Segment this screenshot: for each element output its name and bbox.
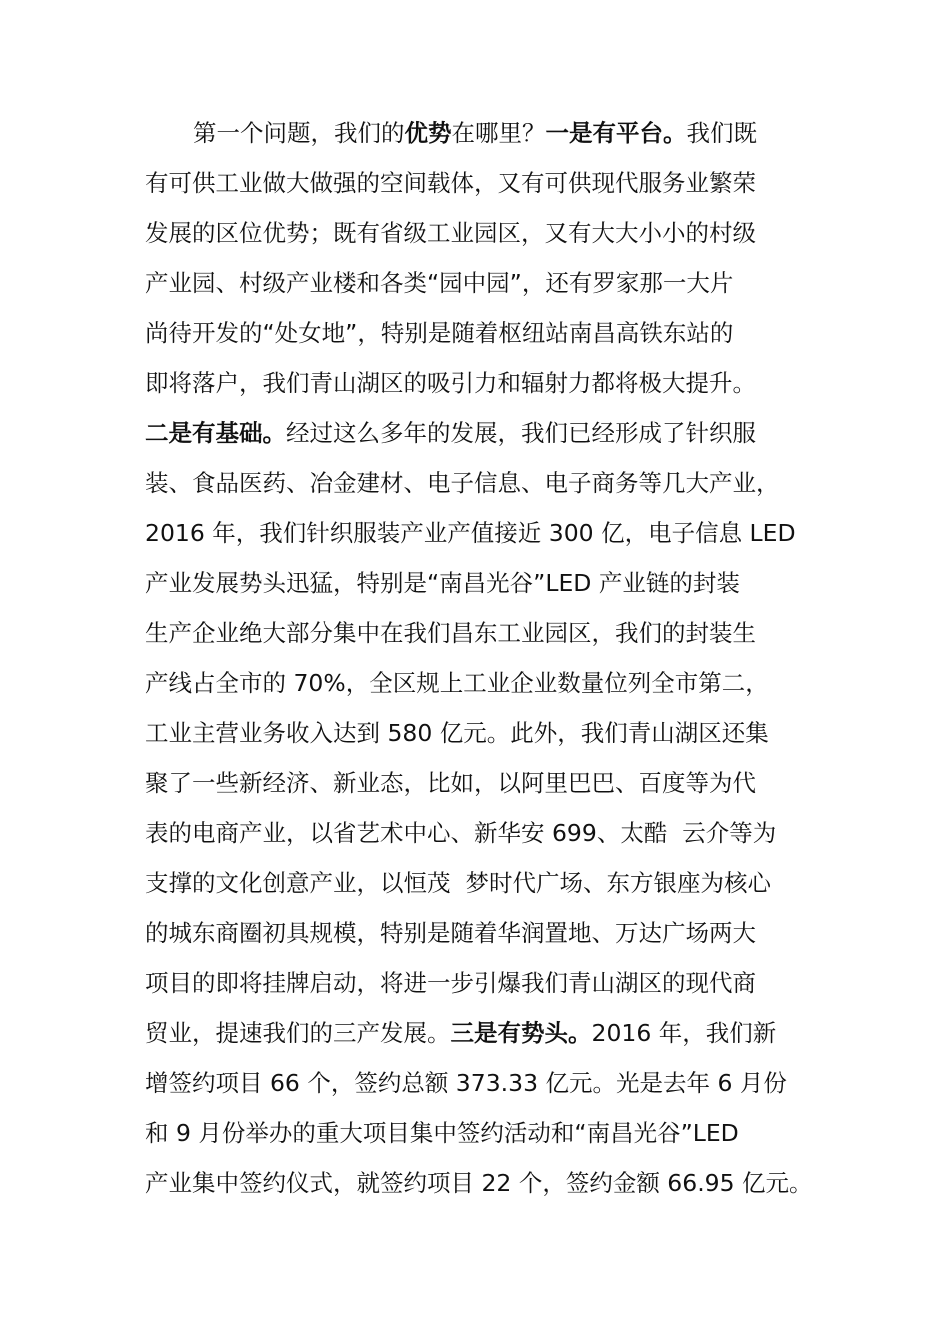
text-segment: 发展的区位优势；既有省级工业园区，又有大大小小的村级 bbox=[145, 219, 756, 247]
text-segment: 尚待开发的“处女地”，特别是随着枢纽站南昌高铁东站的 bbox=[145, 319, 734, 347]
text-segment: 在哪里？ bbox=[451, 119, 546, 147]
bold-text-segment: 二是有基础。 bbox=[145, 419, 286, 447]
text-line bbox=[145, 858, 825, 908]
text-line bbox=[145, 308, 825, 358]
text-segment: 工业主营业务收入达到 580 亿元。此外，我们青山湖区还集 bbox=[145, 719, 769, 747]
text-segment: 即将落户，我们青山湖区的吸引力和辐射力都将极大提升。 bbox=[145, 369, 756, 397]
text-line bbox=[145, 408, 825, 458]
text-segment: 有可供工业做大做强的空间载体，又有可供现代服务业繁荣 bbox=[145, 169, 756, 197]
text-segment: 项目的即将挂牌启动，将进一步引爆我们青山湖区的现代商 bbox=[145, 969, 756, 997]
text-segment: 支撑的文化创意产业，以恒茂 梦时代广场、东方银座为核心 bbox=[145, 869, 771, 897]
text-line bbox=[145, 958, 825, 1008]
text-line bbox=[145, 908, 825, 958]
bold-text-segment: 优势 bbox=[404, 119, 452, 147]
text-segment: 2016 年，我们新 bbox=[591, 1019, 777, 1047]
text-line bbox=[145, 158, 825, 208]
text-line bbox=[145, 458, 825, 508]
text-line bbox=[145, 108, 825, 158]
text-line bbox=[145, 258, 825, 308]
bold-text-segment: 三是有势头。 bbox=[450, 1019, 592, 1047]
text-line bbox=[145, 208, 825, 258]
text-segment: 贸业，提速我们的三产发展。 bbox=[145, 1019, 451, 1047]
bold-text-segment: 一是有平台。 bbox=[545, 119, 687, 147]
text-line bbox=[145, 1008, 825, 1058]
text-segment: 的城东商圈初具规模，特别是随着华润置地、万达广场两大 bbox=[145, 919, 756, 947]
text-line bbox=[145, 558, 825, 608]
text-line bbox=[145, 808, 825, 858]
text-segment: 经过这么多年的发展，我们已经形成了针织服 bbox=[286, 419, 756, 447]
text-segment: 装、食品医药、冶金建材、电子信息、电子商务等几大产业， bbox=[145, 469, 780, 497]
text-segment: 第一个问题，我们的 bbox=[193, 119, 405, 147]
text-segment: 表的电商产业，以省艺术中心、新华安 699、太酷 云介等为 bbox=[145, 819, 777, 847]
text-line bbox=[145, 1058, 825, 1108]
text-segment: 产业园、村级产业楼和各类“园中园”，还有罗家那一大片 bbox=[145, 269, 734, 297]
text-segment: 产业集中签约仪式，就签约项目 22 个，签约金额 66.95 亿元。 bbox=[145, 1169, 813, 1197]
text-segment: 生产企业绝大部分集中在我们昌东工业园区，我们的封装生 bbox=[145, 619, 756, 647]
text-segment: 增签约项目 66 个，签约总额 373.33 亿元。光是去年 6 月份 bbox=[145, 1069, 787, 1097]
text-line bbox=[145, 708, 825, 758]
text-segment: 我们既 bbox=[686, 119, 757, 147]
text-line bbox=[145, 758, 825, 808]
text-segment: 聚了一些新经济、新业态，比如，以阿里巴巴、百度等为代 bbox=[145, 769, 756, 797]
text-segment: 和 9 月份举办的重大项目集中签约活动和“南昌光谷”LED bbox=[145, 1119, 739, 1147]
text-line bbox=[145, 358, 825, 408]
text-line bbox=[145, 658, 825, 708]
text-line bbox=[145, 1158, 825, 1208]
text-segment: 产线占全市的 70%，全区规上工业企业数量位列全市第二， bbox=[145, 669, 769, 697]
body-text bbox=[145, 108, 825, 1208]
text-line bbox=[145, 508, 825, 558]
text-segment: 2016 年，我们针织服装产业产值接近 300 亿，电子信息 LED bbox=[145, 519, 796, 547]
text-line bbox=[145, 608, 825, 658]
text-segment: 产业发展势头迅猛，特别是“南昌光谷”LED 产业链的封装 bbox=[145, 569, 740, 597]
text-line bbox=[145, 1108, 825, 1158]
